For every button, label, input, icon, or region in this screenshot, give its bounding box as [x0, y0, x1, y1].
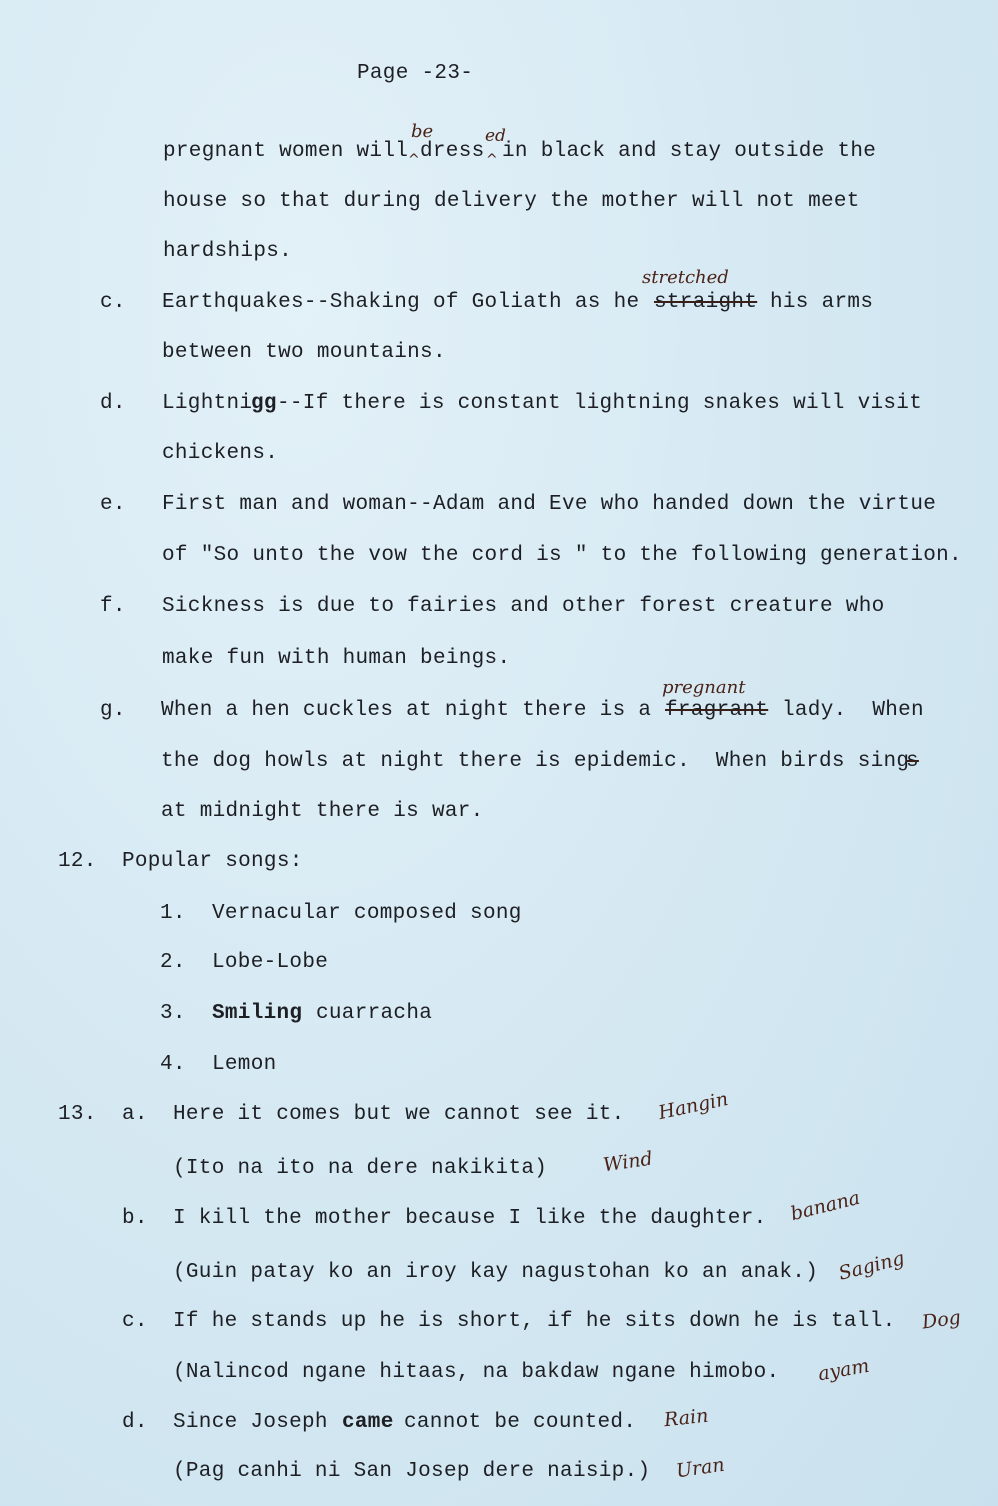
item-f-line1: Sickness is due to fairies and other forest creature who	[162, 595, 885, 618]
answer-saging: Saging	[836, 1247, 907, 1285]
line-1a: pregnant women will	[163, 140, 409, 163]
riddle-d-english-a: Since Joseph	[173, 1411, 328, 1434]
riddle-c-local: (Nalincod ngane hitaas, na bakdaw ngane himobo.	[173, 1361, 780, 1384]
riddle-b-marker: b.	[122, 1207, 148, 1230]
song-4-number: 4.	[160, 1053, 186, 1076]
item-g-line3: at midnight there is war.	[161, 800, 484, 823]
song-4-title: Lemon	[212, 1053, 277, 1076]
song-1-number: 1.	[160, 902, 186, 925]
riddle-b-local: (Guin patay ko an iroy kay nagustohan ko an anak.)	[173, 1261, 819, 1284]
line-2: house so that during delivery the mother will not meet	[163, 190, 860, 213]
answer-hangin: Hangin	[656, 1087, 731, 1125]
riddle-a-marker: a.	[122, 1103, 148, 1126]
item-e-line2: of "So unto the vow the cord is " to the following generation.	[162, 544, 962, 567]
song-3-title-b: cuarracha	[316, 1002, 433, 1025]
item-g-marker: g.	[100, 699, 126, 722]
insert-be: be	[411, 121, 434, 142]
insert-stretched: stretched	[642, 267, 729, 288]
insert-pregnant: pregnant	[662, 677, 746, 698]
struck-word: straight	[654, 291, 758, 314]
section-12-title: Popular songs:	[122, 850, 303, 873]
caret-mark: ^	[486, 152, 498, 168]
item-d-line1b: --If there is constant lightning snakes will visit	[277, 392, 923, 415]
item-c-line2: between two mountains.	[162, 341, 446, 364]
answer-uran: Uran	[674, 1453, 726, 1483]
item-c-marker: c.	[100, 291, 126, 314]
answer-wind: Wind	[601, 1147, 654, 1177]
riddle-c-marker: c.	[122, 1310, 148, 1333]
line-1b: dress	[420, 140, 485, 163]
item-d-line2: chickens.	[162, 442, 279, 465]
item-g-line1a: When a hen cuckles at night there is a	[161, 699, 652, 722]
caret-mark: ^	[408, 152, 420, 168]
struck-word: fragrant	[665, 699, 769, 722]
answer-dog: Dog	[920, 1306, 963, 1334]
item-c-line1b: his arms	[770, 291, 874, 314]
answer-ayam: ayam	[816, 1354, 871, 1386]
page-number: Page -23-	[357, 62, 474, 85]
line-1c: in black and stay outside the	[502, 140, 877, 163]
riddle-b-english: I kill the mother because I like the daughter.	[173, 1207, 767, 1230]
riddle-a-local: (Ito na ito na dere nakikita)	[173, 1157, 548, 1180]
item-g-line2: the dog howls at night there is epidemic. When birds sing	[161, 750, 910, 773]
line-3: hardships.	[163, 240, 293, 263]
section-12-marker: 12.	[58, 850, 97, 873]
song-2-title: Lobe-Lobe	[212, 951, 329, 974]
riddle-a-english: Here it comes but we cannot see it.	[173, 1103, 625, 1126]
item-g-line1b: lady. When	[782, 699, 924, 722]
section-13-marker: 13.	[58, 1103, 97, 1126]
riddle-d-local: (Pag canhi ni San Josep dere naisip.)	[173, 1460, 651, 1483]
riddle-d-marker: d.	[122, 1411, 148, 1434]
insert-ed: ed	[485, 126, 506, 146]
song-3-title-a: Smiling	[212, 1002, 303, 1025]
item-e-line1: First man and woman--Adam and Eve who handed down the virtue	[162, 493, 937, 516]
item-e-marker: e.	[100, 493, 126, 516]
overtyped-letters: gg	[251, 392, 277, 415]
song-2-number: 2.	[160, 951, 186, 974]
riddle-d-english-b: cannot be counted.	[404, 1411, 637, 1434]
song-1-title: Vernacular composed song	[212, 902, 522, 925]
item-d-line1a: Lightni	[162, 392, 253, 415]
item-f-line2: make fun with human beings.	[162, 647, 511, 670]
riddle-c-english: If he stands up he is short, if he sits down he is tall.	[173, 1310, 896, 1333]
struck-letter: s	[906, 750, 919, 773]
item-f-marker: f.	[100, 595, 126, 618]
song-3-number: 3.	[160, 1002, 186, 1025]
answer-rain: Rain	[662, 1404, 710, 1432]
item-d-marker: d.	[100, 392, 126, 415]
answer-banana: banana	[788, 1186, 863, 1226]
item-c-line1a: Earthquakes--Shaking of Goliath as he	[162, 291, 640, 314]
overtyped-word: came	[342, 1411, 394, 1434]
